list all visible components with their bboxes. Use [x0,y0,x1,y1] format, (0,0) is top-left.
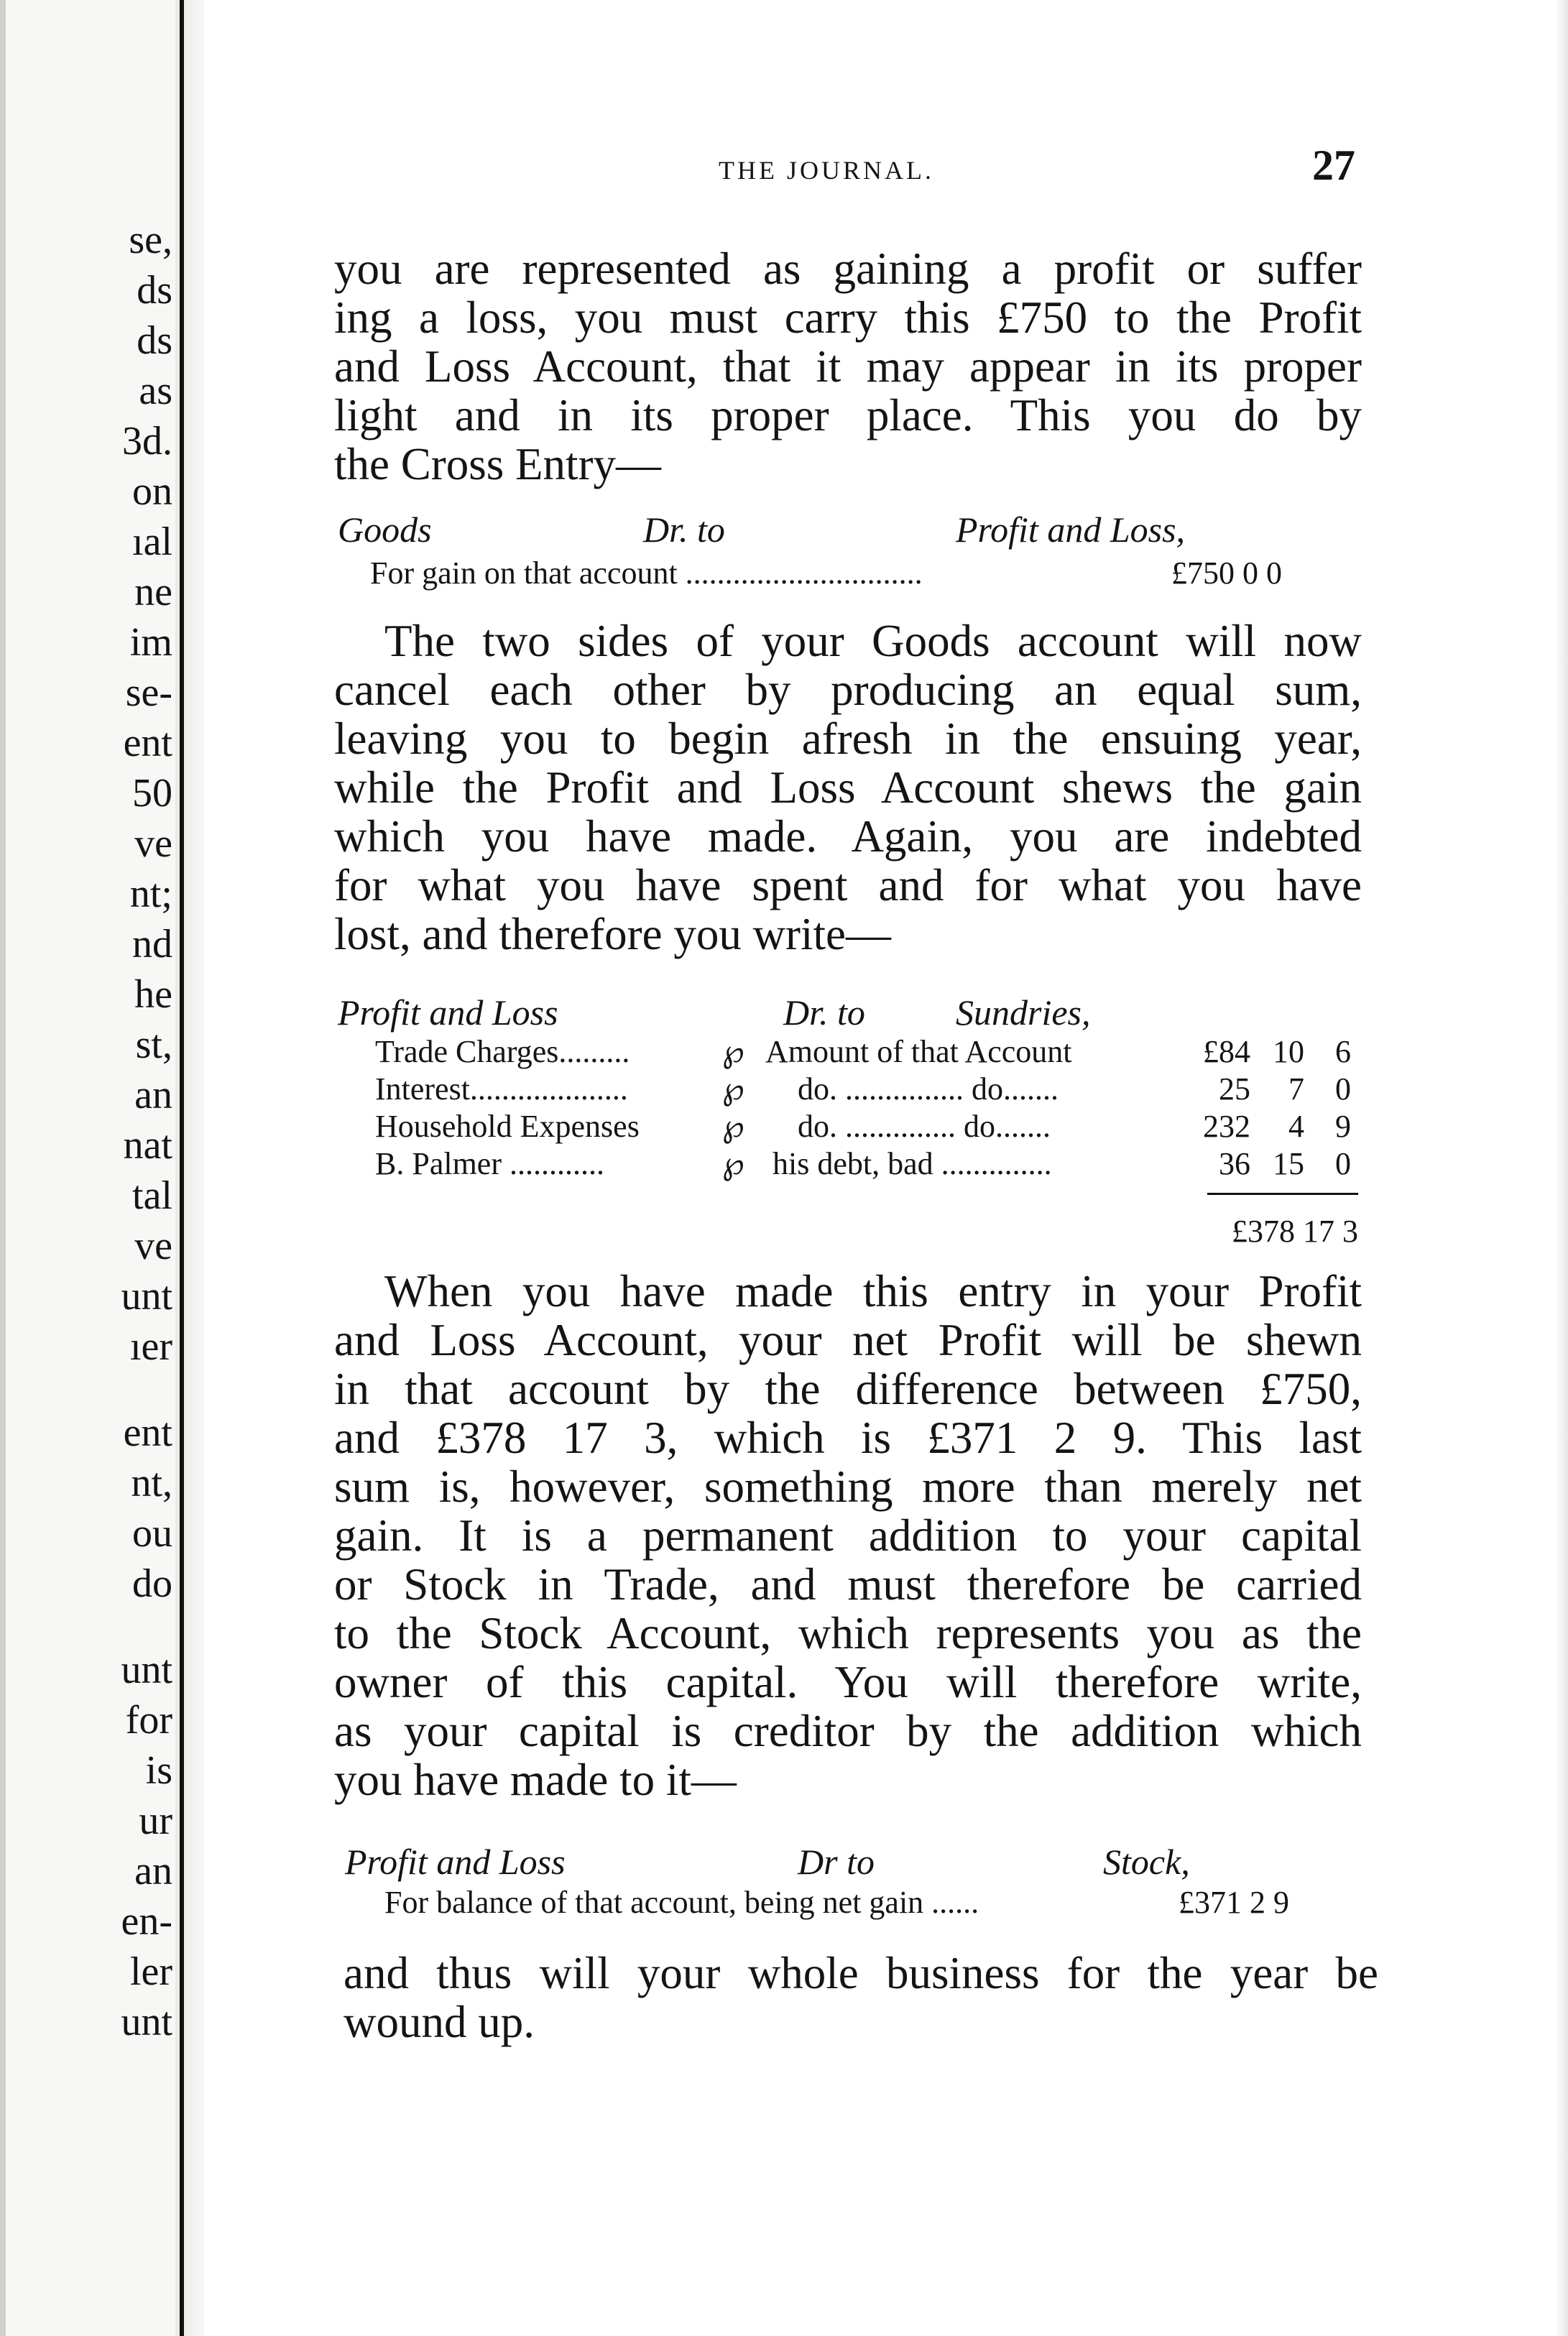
paragraph-3 [334,1267,1362,1804]
row-item: B. Palmer ............ [375,1146,604,1181]
text-line: and Loss Account, that it may appear in its proper [334,341,1362,392]
entry-3-dr-to: Dr to [798,1842,875,1882]
facing-page-fragment: nd [132,922,172,966]
facing-page-fragment: tal [132,1173,172,1218]
spine-line [180,0,184,2336]
facing-page-fragment: ur [139,1799,172,1843]
row-desc: do. .............. do....... [798,1109,1051,1144]
row-pence: 0 [1335,1071,1351,1107]
facing-page-fragment: an [134,1849,172,1893]
entry-3-amount: £371 2 9 [1179,1885,1289,1920]
facing-page-fragment: nat [123,1123,172,1168]
paragraph-1 [334,244,1362,489]
per-symbol: ℘ [722,1071,744,1107]
facing-page-fragment: 50 [132,771,172,816]
row-desc: Amount of that Account [765,1034,1072,1069]
sum-rule [1207,1193,1358,1195]
facing-page-fragment: en- [121,1899,172,1944]
row-pence: 6 [1335,1034,1351,1069]
entry-2-credit: Sundries, [956,992,1091,1033]
row-shillings: 15 [1273,1146,1304,1181]
entry-2-total: £378 17 3 [1232,1214,1358,1249]
per-symbol: ℘ [722,1034,744,1069]
text-line: while the Profit and Loss Account shews the gain [334,762,1362,813]
row-pence: 0 [1335,1146,1351,1181]
facing-page-fragment: he [134,972,172,1017]
page-edge-shadow [0,0,6,2336]
facing-page-fragment: nt, [131,1461,172,1505]
per-symbol: ℘ [722,1109,744,1144]
facing-page-fragment: se, [129,218,172,262]
facing-page-fragment: im [129,620,172,665]
text-line: which you have made. Again, you are indebted [334,811,1362,862]
paragraph-2 [334,617,1362,959]
text-line: or Stock in Trade, and must therefore be carried [334,1559,1362,1610]
entry-3-debit: Profit and Loss [345,1842,566,1882]
text-line: sum is, however, something more than merely net [334,1462,1362,1512]
text-line: owner of this capital. You will therefore write, [334,1657,1362,1707]
text-line: you are represented as gaining a profit or suffer [334,244,1362,294]
facing-page-fragment: ds [137,268,172,313]
facing-page-fragment: ve [134,1224,172,1268]
facing-page-fragment: for [125,1698,172,1742]
text-line: When you have made this entry in your Profit [384,1266,1362,1316]
entry-1-amount: £750 0 0 [1171,555,1282,591]
row-pounds: 232 [1203,1109,1250,1144]
facing-page-fragment: ıal [132,520,172,564]
running-title: THE JOURNAL. [719,156,934,185]
text-line: ing a loss, you must carry this £750 to the Profit [334,292,1362,343]
row-desc: his debt, bad .............. [773,1146,1052,1181]
facing-page-fragment: unt [121,2000,172,2044]
entry-1-dr-to: Dr. to [643,509,725,550]
text-line: the Cross Entry— [334,439,661,489]
facing-page-fragment: unt [121,1274,172,1319]
facing-page-fragment: ent [123,1411,172,1455]
paragraph-4 [343,1949,1378,2046]
entry-1-debit: Goods [338,509,432,550]
entry-3-credit: Stock, [1103,1842,1190,1882]
text-line: The two sides of your Goods account will now [384,616,1362,666]
text-line: cancel each other by producing an equal sum, [334,665,1362,715]
entry-2-debit: Profit and Loss [338,992,558,1033]
row-item: Interest.................... [375,1071,628,1107]
text-line: as your capital is creditor by the addition which [334,1706,1362,1756]
facing-page-fragment: on [132,469,172,514]
facing-page-fragment: ent [123,721,172,765]
entry-1-credit: Profit and Loss, [956,509,1186,550]
facing-page-fragment: as [139,369,172,413]
text-line: and Loss Account, your net Profit will be shewn [334,1315,1362,1365]
text-line: and £378 17 3, which is £371 2 9. This last [334,1413,1362,1463]
facing-page-fragment: ler [129,1949,172,1994]
per-symbol: ℘ [722,1146,744,1181]
facing-page-fragment: 3d. [122,419,172,463]
text-line: light and in its proper place. This you do by [334,390,1362,440]
row-pounds: £84 [1203,1034,1250,1069]
facing-page-fragment: do [132,1561,172,1606]
text-line: for what you have spent and for what you have [334,860,1362,910]
facing-page-fragment: ds [137,318,172,363]
facing-page-fragment: an [134,1073,172,1117]
text-line: lost, and therefore you write— [334,909,892,959]
row-shillings: 10 [1273,1034,1304,1069]
row-pounds: 36 [1219,1146,1250,1181]
row-shillings: 4 [1288,1109,1304,1144]
facing-page-fragment: se- [125,670,172,715]
facing-page-fragment: nt; [129,872,172,916]
row-desc: do. ............... do....... [798,1071,1059,1107]
row-item: Trade Charges......... [375,1034,630,1069]
row-item: Household Expenses [375,1109,640,1144]
page-edge-right [1555,0,1568,2336]
facing-page-fragment: st, [135,1022,172,1067]
row-pence: 9 [1335,1109,1351,1144]
page-number: 27 [1312,142,1355,189]
facing-page-fragment: ve [134,821,172,866]
entry-3-line: For balance of that account, being net gain ...... [384,1885,979,1920]
text-line: to the Stock Account, which represents you as the [334,1608,1362,1658]
row-shillings: 7 [1288,1071,1304,1107]
facing-page-fragment: is [145,1748,172,1793]
entry-1-line: For gain on that account .............................. [370,555,923,591]
text-line: wound up. [343,1997,535,2047]
text-line: you have made to it— [334,1755,737,1805]
text-line: in that account by the difference between £750, [334,1364,1362,1414]
facing-page-fragment: ne [134,570,172,614]
text-line: gain. It is a permanent addition to your capital [334,1510,1362,1561]
entry-2-dr-to: Dr. to [783,992,865,1033]
facing-page-fragment: ou [132,1511,172,1556]
text-line: and thus will your whole business for the year be [343,1948,1378,1998]
facing-page-fragment: unt [121,1648,172,1692]
text-line: leaving you to begin afresh in the ensuing year, [334,714,1362,764]
row-pounds: 25 [1219,1071,1250,1107]
facing-page-fragment: ıer [129,1324,172,1369]
